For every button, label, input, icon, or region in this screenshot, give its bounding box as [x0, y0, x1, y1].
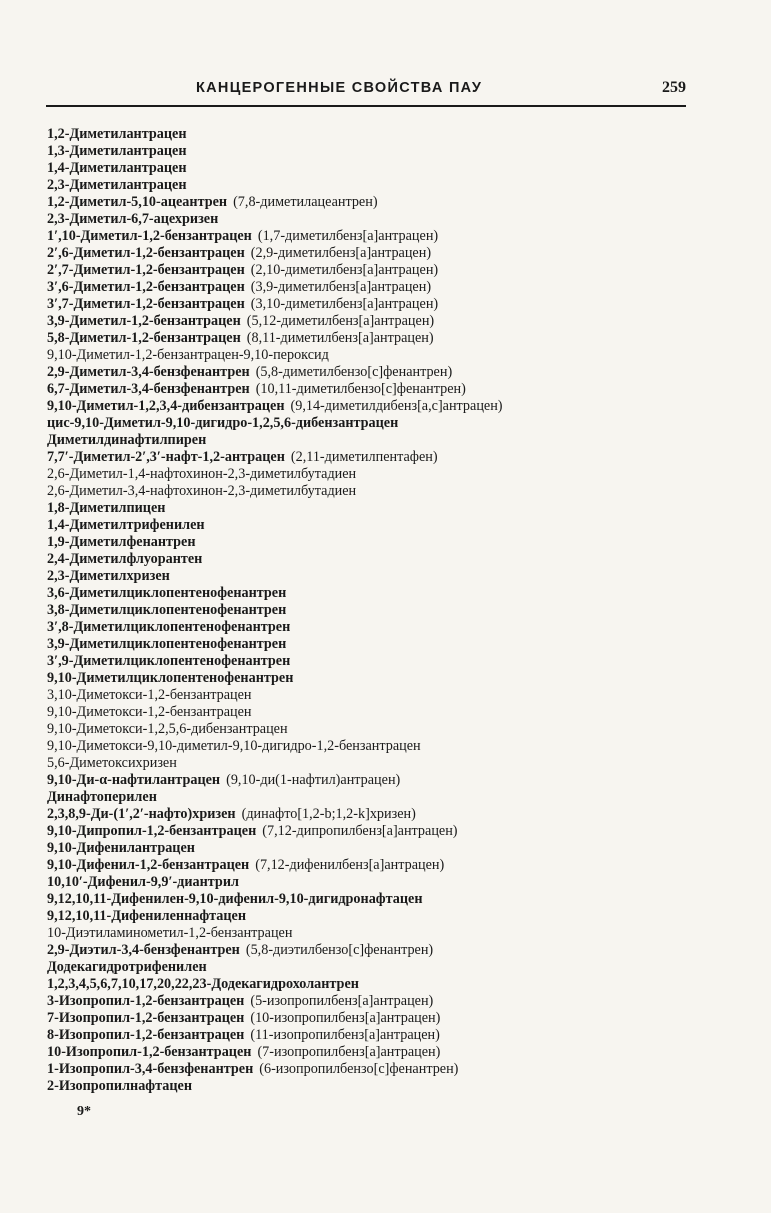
- compound-alt-name: (3,9-диметилбенз[a]антрацен): [250, 279, 432, 295]
- compound-entry: [47, 449, 737, 466]
- compound-name: 2-Изопропилнафтацен: [47, 1078, 192, 1094]
- compound-alt-name: (динафто[1,2-b;1,2-k]хризен): [241, 806, 416, 822]
- compound-entry: [47, 568, 737, 585]
- compound-entry: [47, 534, 737, 551]
- compound-name: 1,3-Диметилантрацен: [47, 143, 187, 159]
- compound-name: 2,3,8,9-Ди-(1′,2′-нафто)хризен: [47, 806, 236, 822]
- compound-alt-name: (5,8-диметилбензо[c]фенантрен): [255, 364, 453, 380]
- compound-entry: [47, 653, 737, 670]
- compound-alt-name: (5-изопропилбенз[a]антрацен): [250, 993, 434, 1009]
- compound-entry: [47, 177, 737, 194]
- compound-entry: [47, 993, 737, 1010]
- compound-entry: [47, 211, 737, 228]
- compound-entry: [47, 840, 737, 857]
- compound-entry: [47, 279, 737, 296]
- compound-entry: [47, 1044, 737, 1061]
- compound-entry: [47, 228, 737, 245]
- compound-entry: [47, 1061, 737, 1078]
- compound-name: 1,8-Диметилпицен: [47, 500, 166, 516]
- compound-name: 1,9-Диметилфенантрен: [47, 534, 196, 550]
- compound-name: Диметилдинафтилпирен: [47, 432, 207, 448]
- compound-entry: [47, 670, 737, 687]
- compound-name: 9,10-Диметокси-9,10-диметил-9,10-дигидро-1,2-бензантрацен: [47, 738, 421, 754]
- compound-entry: [47, 976, 737, 993]
- compound-entry: [47, 857, 737, 874]
- compound-name: 1,4-Диметилантрацен: [47, 160, 187, 176]
- compound-name: 1-Изопропил-3,4-бензфенантрен: [47, 1061, 254, 1077]
- header-rule: [46, 105, 686, 107]
- compound-name: 3,9-Диметил-1,2-бензантрацен: [47, 313, 241, 329]
- compound-name: 5,8-Диметил-1,2-бензантрацен: [47, 330, 241, 346]
- compound-entry: [47, 602, 737, 619]
- compound-name: 9,10-Диметокси-1,2,5,6-дибензантрацен: [47, 721, 288, 737]
- compound-entry: [47, 908, 737, 925]
- signature-mark: 9*: [77, 1104, 91, 1119]
- compound-alt-name: (8,11-диметилбенз[a]антрацен): [246, 330, 434, 346]
- compound-list: [47, 126, 737, 1095]
- compound-name: 9,10-Диметил-1,2-бензантрацен-9,10-пероксид: [47, 347, 329, 363]
- compound-entry: [47, 789, 737, 806]
- compound-entry: [47, 942, 737, 959]
- compound-name: 2,3-Диметил-6,7-ацехризен: [47, 211, 219, 227]
- compound-name: 3′,9-Диметилциклопентенофенантрен: [47, 653, 291, 669]
- compound-entry: [47, 262, 737, 279]
- compound-entry: [47, 1027, 737, 1044]
- compound-entry: [47, 398, 737, 415]
- compound-alt-name: (5,12-диметилбенз[a]антрацен): [246, 313, 435, 329]
- compound-name: 8-Изопропил-1,2-бензантрацен: [47, 1027, 245, 1043]
- compound-entry: [47, 721, 737, 738]
- compound-name: 9,12,10,11-Дифениленнафтацен: [47, 908, 247, 924]
- compound-name: 2′,7-Диметил-1,2-бензантрацен: [47, 262, 245, 278]
- compound-alt-name: (10-изопропилбенз[a]антрацен): [250, 1010, 441, 1026]
- compound-entry: [47, 517, 737, 534]
- compound-name: 9,10-Дипропил-1,2-бензантрацен: [47, 823, 257, 839]
- compound-entry: [47, 500, 737, 517]
- compound-name: 2,4-Диметилфлуорантен: [47, 551, 203, 567]
- compound-entry: [47, 347, 737, 364]
- compound-alt-name: (6-изопропилбензо[c]фенантрен): [259, 1061, 459, 1077]
- compound-name: Додекагидротрифенилен: [47, 959, 207, 975]
- compound-name: 5,6-Диметоксихризен: [47, 755, 177, 771]
- compound-name: 2,9-Диэтил-3,4-бензфенантрен: [47, 942, 240, 958]
- compound-name: 2,3-Диметилхризен: [47, 568, 170, 584]
- compound-name: 3,6-Диметилциклопентенофенантрен: [47, 585, 287, 601]
- compound-name: 9,10-Дифенил-1,2-бензантрацен: [47, 857, 250, 873]
- compound-name: 3-Изопропил-1,2-бензантрацен: [47, 993, 245, 1009]
- compound-name: 3,8-Диметилциклопентенофенантрен: [47, 602, 287, 618]
- compound-name: 3′,8-Диметилциклопентенофенантрен: [47, 619, 291, 635]
- compound-name: 1′,10-Диметил-1,2-бензантрацен: [47, 228, 252, 244]
- compound-entry: [47, 245, 737, 262]
- compound-name: 1,2-Диметилантрацен: [47, 126, 187, 142]
- compound-entry: [47, 143, 737, 160]
- compound-entry: [47, 126, 737, 143]
- compound-name: 3,9-Диметилциклопентенофенантрен: [47, 636, 287, 652]
- compound-alt-name: (7,12-дифенилбенз[a]антрацен): [255, 857, 445, 873]
- compound-name: 9,10-Диметилциклопентенофенантрен: [47, 670, 294, 686]
- compound-alt-name: (7,8-диметилацеантрен): [233, 194, 378, 210]
- compound-name: 3,10-Диметокси-1,2-бензантрацен: [47, 687, 252, 703]
- compound-name: 2,6-Диметил-3,4-нафтохинон-2,3-диметилбутадиен: [47, 483, 357, 499]
- compound-entry: [47, 755, 737, 772]
- compound-entry: [47, 551, 737, 568]
- compound-alt-name: (3,10-диметилбенз[a]антрацен): [250, 296, 439, 312]
- compound-name: 2,9-Диметил-3,4-бензфенантрен: [47, 364, 250, 380]
- compound-entry: [47, 874, 737, 891]
- compound-name: цис-9,10-Диметил-9,10-дигидро-1,2,5,6-дибензантрацен: [47, 415, 399, 431]
- compound-alt-name: (9,10-ди(1-нафтил)антрацен): [226, 772, 401, 788]
- compound-entry: [47, 432, 737, 449]
- compound-entry: [47, 296, 737, 313]
- running-title: КАНЦЕРОГЕННЫЕ СВОЙСТВА ПАУ: [196, 80, 483, 96]
- compound-entry: [47, 891, 737, 908]
- compound-entry: [47, 772, 737, 789]
- compound-name: Динафтоперилен: [47, 789, 157, 805]
- compound-entry: [47, 381, 737, 398]
- compound-entry: [47, 687, 737, 704]
- compound-entry: [47, 330, 737, 347]
- page-header: [46, 76, 686, 102]
- compound-entry: [47, 415, 737, 432]
- compound-entry: [47, 738, 737, 755]
- compound-alt-name: (10,11-диметилбензо[c]фенантрен): [255, 381, 466, 397]
- compound-name: 10,10′-Дифенил-9,9′-диантрил: [47, 874, 239, 890]
- compound-name: 2′,6-Диметил-1,2-бензантрацен: [47, 245, 245, 261]
- compound-alt-name: (7-изопропилбенз[a]антрацен): [257, 1044, 441, 1060]
- compound-entry: [47, 636, 737, 653]
- compound-name: 9,10-Диметокси-1,2-бензантрацен: [47, 704, 252, 720]
- compound-alt-name: (2,11-диметилпентафен): [290, 449, 438, 465]
- compound-entry: [47, 704, 737, 721]
- compound-name: 2,6-Диметил-1,4-нафтохинон-2,3-диметилбутадиен: [47, 466, 357, 482]
- compound-name: 7,7′-Диметил-2′,3′-нафт-1,2-антрацен: [47, 449, 285, 465]
- compound-name: 9,10-Диметил-1,2,3,4-дибензантрацен: [47, 398, 285, 414]
- compound-entry: [47, 483, 737, 500]
- compound-entry: [47, 823, 737, 840]
- compound-name: 10-Изопропил-1,2-бензантрацен: [47, 1044, 252, 1060]
- compound-entry: [47, 364, 737, 381]
- compound-entry: [47, 959, 737, 976]
- compound-name: 9,10-Дифенилантрацен: [47, 840, 195, 856]
- compound-entry: [47, 194, 737, 211]
- compound-name: 1,4-Диметилтрифенилен: [47, 517, 205, 533]
- compound-name: 2,3-Диметилантрацен: [47, 177, 187, 193]
- compound-name: 1,2,3,4,5,6,7,10,17,20,22,23-Додекагидрохолантрен: [47, 976, 359, 992]
- compound-alt-name: (7,12-дипропилбенз[a]антрацен): [262, 823, 458, 839]
- page-number: 259: [662, 79, 686, 96]
- compound-name: 1,2-Диметил-5,10-ацеантрен: [47, 194, 228, 210]
- compound-entry: [47, 160, 737, 177]
- compound-entry: [47, 619, 737, 636]
- compound-alt-name: (1,7-диметилбенз[a]антрацен): [257, 228, 439, 244]
- compound-entry: [47, 806, 737, 823]
- compound-name: 7-Изопропил-1,2-бензантрацен: [47, 1010, 245, 1026]
- compound-name: 9,12,10,11-Дифенилен-9,10-дифенил-9,10-дигидронафтацен: [47, 891, 423, 907]
- compound-name: 3′,6-Диметил-1,2-бензантрацен: [47, 279, 245, 295]
- compound-entry: [47, 585, 737, 602]
- compound-entry: [47, 313, 737, 330]
- compound-alt-name: (2,9-диметилбенз[a]антрацен): [250, 245, 432, 261]
- compound-alt-name: (2,10-диметилбенз[a]антрацен): [250, 262, 439, 278]
- compound-entry: [47, 1078, 737, 1095]
- compound-entry: [47, 1010, 737, 1027]
- compound-name: 3′,7-Диметил-1,2-бензантрацен: [47, 296, 245, 312]
- compound-alt-name: (5,8-диэтилбензо[c]фенантрен): [245, 942, 434, 958]
- compound-name: 10-Диэтиламинометил-1,2-бензантрацен: [47, 925, 293, 941]
- compound-alt-name: (11-изопропилбенз[a]антрацен): [250, 1027, 440, 1043]
- compound-entry: [47, 925, 737, 942]
- compound-entry: [47, 466, 737, 483]
- compound-alt-name: (9,14-диметилдибенз[a,c]антрацен): [290, 398, 503, 414]
- compound-name: 9,10-Ди-α-нафтилантрацен: [47, 772, 221, 788]
- compound-name: 6,7-Диметил-3,4-бензфенантрен: [47, 381, 250, 397]
